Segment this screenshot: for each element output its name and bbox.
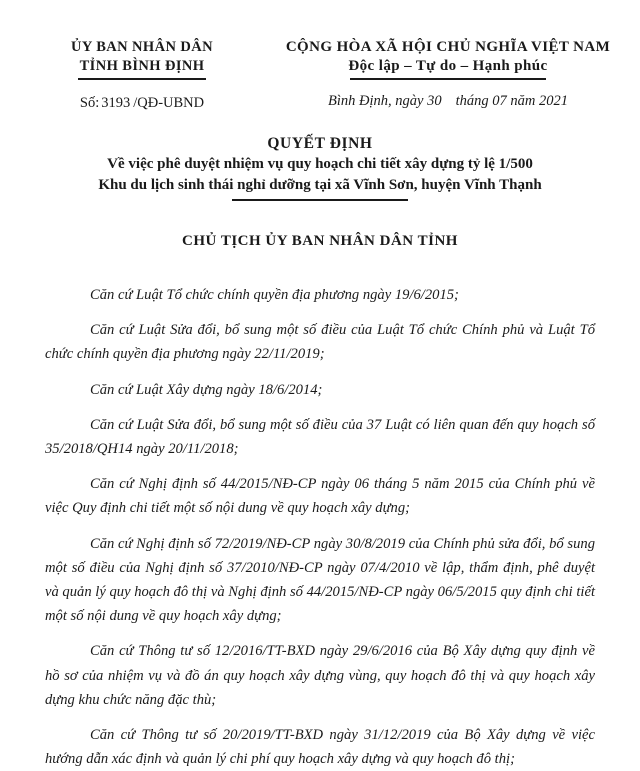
document-number-suffix: /QĐ-UBND bbox=[133, 94, 205, 111]
legal-basis-paragraph: Căn cứ Nghị định số 72/2019/NĐ-CP ngày 30/8/2019 của Chính phủ sửa đổi, bổ sung một số điều của Nghị định số 37/2010/NĐ-CP ngày 07/4/2010 về lập, thẩm định, phê duyệt và quản lý quy hoạch đô thị và Nghị định số 44/2015/NĐ-CP ngày 06/5/2015 quy định chi tiết một số nội dung về quy hoạch xây dựng; bbox=[45, 535, 595, 625]
national-motto-block bbox=[262, 38, 634, 110]
issuing-authority-line2: TỈNH BÌNH ĐỊNH bbox=[79, 58, 205, 74]
legal-basis-paragraph: Căn cứ Luật Sửa đổi, bổ sung một số điều của Luật Tổ chức Chính phủ và Luật Tổ chức chính quyền địa phương ngày 22/11/2019; bbox=[45, 322, 595, 363]
place-and-date-line bbox=[262, 93, 634, 110]
document-number-line bbox=[24, 95, 260, 112]
document-title-block bbox=[0, 133, 640, 201]
national-motto-underline bbox=[350, 78, 546, 80]
month-label: tháng bbox=[455, 92, 489, 109]
legal-basis-paragraph: Căn cứ Luật Sửa đổi, bổ sung một số điều của 37 Luật có liên quan đến quy hoạch số 35/2018/QH14 ngày 20/11/2018; bbox=[45, 416, 595, 458]
legal-basis-paragraph: Căn cứ Luật Xây dựng ngày 18/6/2014; bbox=[90, 381, 323, 398]
document-number-label: Số: bbox=[79, 94, 100, 111]
year-label: năm bbox=[510, 92, 536, 109]
legal-basis-paragraph: Căn cứ Nghị định số 44/2015/NĐ-CP ngày 06 tháng 5 năm 2015 của Chính phủ về việc Quy định chi tiết một số nội dung về quy hoạch xây dựng; bbox=[45, 476, 595, 517]
document-number-value: 3193 bbox=[101, 94, 131, 111]
place-and-day: Bình Định, ngày bbox=[328, 92, 424, 109]
document-body bbox=[45, 283, 595, 771]
document-subject-line1: Về việc phê duyệt nhiệm vụ quy hoạch chi tiết xây dựng tỷ lệ 1/500 bbox=[107, 156, 533, 172]
document-title-underline bbox=[232, 199, 408, 201]
document-type-heading: QUYẾT ĐỊNH bbox=[267, 135, 373, 152]
issuing-authority-block bbox=[24, 38, 260, 112]
issuing-authority-line1: ỦY BAN NHÂN DÂN bbox=[70, 39, 213, 55]
date-day: 30 bbox=[427, 92, 442, 109]
national-motto: Độc lập – Tự do – Hạnh phúc bbox=[348, 58, 548, 74]
issuing-authority-underline bbox=[78, 78, 206, 80]
legal-basis-paragraph: Căn cứ Thông tư số 12/2016/TT-BXD ngày 29/6/2016 của Bộ Xây dựng quy định về hồ sơ của nhiệm vụ và đồ án quy hoạch xây dựng vùng, quy hoạch đô thị và quy hoạch xây dựng khu chức năng đặc thù; bbox=[45, 643, 595, 708]
date-month: 07 bbox=[492, 92, 507, 109]
legal-basis-paragraph: Căn cứ Luật Tổ chức chính quyền địa phương ngày 19/6/2015; bbox=[90, 287, 459, 303]
document-header bbox=[0, 38, 640, 118]
legal-basis-paragraph: Căn cứ Thông tư số 20/2019/TT-BXD ngày 31/12/2019 của Bộ Xây dựng về việc hướng dẫn xác định và quản lý chi phí quy hoạch xây dựng và quy hoạch đô thị; bbox=[45, 727, 595, 768]
deciding-authority-heading: CHỦ TỊCH ỦY BAN NHÂN DÂN TỈNH bbox=[182, 233, 458, 249]
date-year: 2021 bbox=[538, 92, 568, 109]
document-subject-line2: Khu du lịch sinh thái nghỉ dưỡng tại xã Vĩnh Sơn, huyện Vĩnh Thạnh bbox=[98, 177, 542, 193]
country-name: CỘNG HÒA XÃ HỘI CHỦ NGHĨA VIỆT NAM bbox=[285, 39, 611, 55]
